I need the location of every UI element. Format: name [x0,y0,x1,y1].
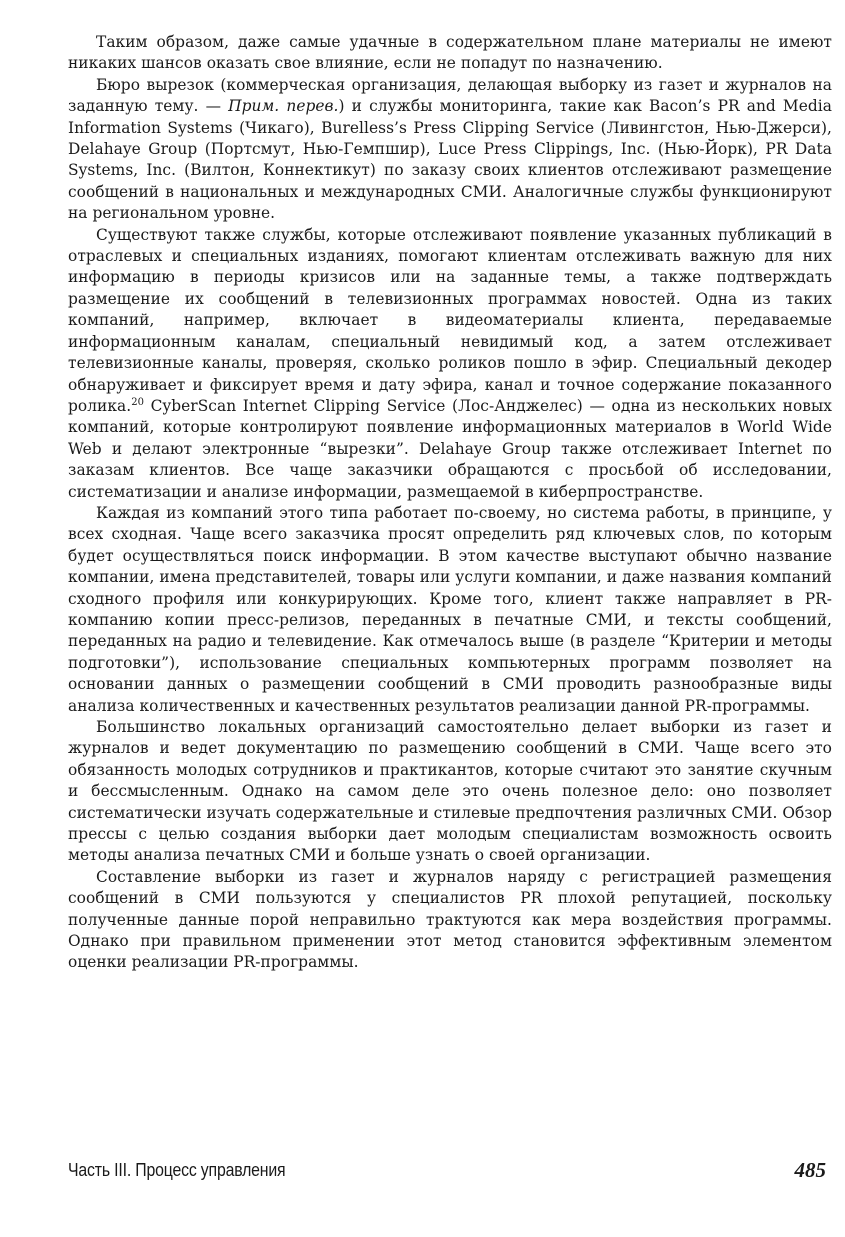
paragraph-1-text: Таким образом, даже самые удачные в содержательном плане материалы не имеют никаких шансов оказать свое влияние, если не попадут по назначению. [68,33,832,73]
paragraph-2 [68,75,832,225]
paragraph-6 [68,867,832,974]
paragraph-2-text-end: ) и службы мониторинга, такие как Bacon’s PR and Media Information Systems (Чикаго), Burelless’s Press Clipping Service (Ливингстон, Нью-Джерси), Delahaye Group (Портсмут, Нью-Гемпшир), Luce Press Clippings, Inc. (Нью-Йорк), PR Data Systems, Inc. (Вилтон, Коннектикут) по заказу своих клиентов отслеживают размещение сообщений в национальных и международных СМИ. Аналогичные службы функционируют на региональном уровне. [68,97,832,223]
page-footer [68,1160,832,1188]
paragraph-3-text-end: CyberScan Internet Clipping Service (Лос-Анджелес) — одна из нескольких новых компаний, которые контролируют появление информационных материалов в World Wide Web и делают электронные “вырезки”. Delahaye Group также отслеживает Internet по заказам клиентов. Все чаще заказчики обращаются с просьбой об исследовании, систематизации и анализе информации, размещаемой в киберпространстве. [68,396,832,501]
paragraph-4-text: Каждая из компаний этого типа работает по-своему, но система работы, в принципе, у всех сходная. Чаще всего заказчика просят определить ряд ключевых слов, по которым будет осуществляться поиск информации. В этом качестве выступают обычно название компании, имена представителей, товары или услуги компании, и даже названия компаний сходного профиля или конкурирующих. Кроме того, клиент также направляет в PR-компанию копии пресс-релизов, переданных в печатные СМИ, и тексты сообщений, переданных на радио и телевидение. Как отмечалось выше (в разделе “Критерии и методы подготовки”), использование специальных компьютерных программ позволяет на основании данных о размещении сообщений в СМИ проводить разнообразные виды анализа количественных и качественных результатов реализации данной PR-программы. [68,503,832,715]
footnote-reference[interactable]: 20 [131,396,145,408]
paragraph-1 [68,32,832,75]
paragraph-3 [68,225,832,503]
paragraph-4 [68,503,832,717]
paragraph-2-text-start: Бюро вырезок (коммерческая организация, делающая выборку из газет и журналов на заданную тему. — [68,75,832,116]
paragraph-6-text: Составление выборки из газет и журналов наряду с регистрацией размещения сообщений в СМИ пользуются у специалистов PR плохой репутацией, поскольку полученные данные порой неправильно трактуются как мера воздействия программы. Однако при правильном применении этот метод становится эффективным элементом оценки реализации PR-программы. [68,867,832,972]
page-body [68,32,832,1152]
paragraph-3-text-start: Существуют также службы, которые отслеживают появление указанных публикаций в отраслевых и специальных изданиях, помогают клиентам отслеживать важную для них информацию в периоды кризисов или на заданные темы, а также подтверждать размещение их сообщений в телевизионных программах новостей. Одна из таких компаний, например, включает в видеоматериалы клиента, передаваемые информационным каналам, специальный невидимый код, а затем отслеживает телевизионные каналы, проверяя, сколько роликов пошло в эфир. Специальный декодер обнаруживает и фиксирует время и дату эфира, канал и точное содержание показанного ролика. [68,225,832,415]
paragraph-5 [68,717,832,867]
section-title: Часть III. Процесс управления [68,1160,286,1180]
translator-note: Прим. перев. [228,97,339,116]
page-number: 485 [794,1158,826,1182]
paragraph-5-text: Большинство локальных организаций самостоятельно делает выборки из газет и журналов и ведет документацию по размещению сообщений в СМИ. Чаще всего это обязанность молодых сотрудников и практикантов, которые считают это занятие скучным и бессмысленным. Однако на самом деле это очень полезное дело: оно позволяет систематически изучать содержательные и стилевые предпочтения различных СМИ. Обзор прессы с целью создания выборки дает молодым специалистам возможность освоить методы анализа печатных СМИ и больше узнать о своей организации. [68,718,832,865]
